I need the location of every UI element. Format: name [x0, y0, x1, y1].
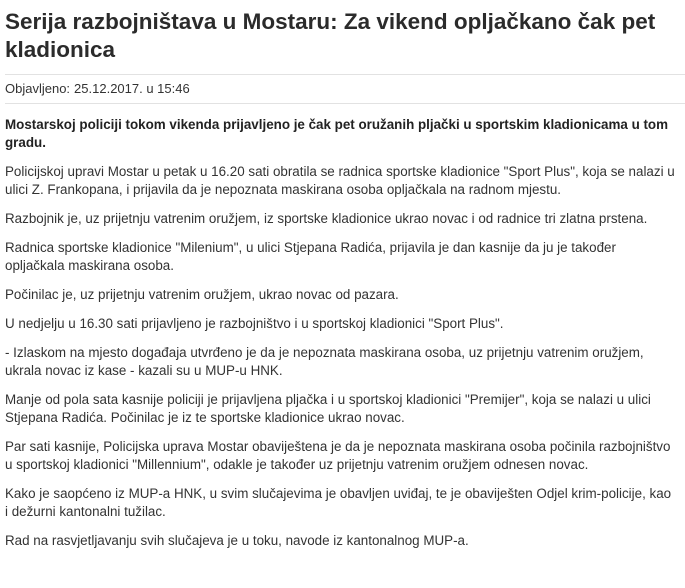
article-paragraph: Par sati kasnije, Policijska uprava Mostar obaviještena je da je nepoznata maskirana osoba počinila razbojništvo u sportskoj kladionici "Millennium", odakle je također uz prijetnju vatrenim oružjem odnesen novac. [5, 439, 671, 472]
meta-divider [5, 103, 685, 104]
published-info [5, 75, 685, 103]
article-paragraph: - Izlaskom na mjesto događaja utvrđeno je da je nepoznata maskirana osoba, uz prijetnju vatrenim oružjem, ukrala novac iz kase - kazali su u MUP-u HNK. [5, 345, 644, 378]
article-paragraph: Počinilac je, uz prijetnju vatrenim oružjem, ukrao novac od pazara. [5, 287, 399, 302]
published-date: 25.12.2017. u 15:46 [74, 81, 190, 96]
article-paragraph: Rad na rasvjetljavanju svih slučajeva je u toku, navode iz kantonalnog MUP-a. [5, 533, 469, 548]
article-paragraph: Policijskoj upravi Mostar u petak u 16.20 sati obratila se radnica sportske kladionice "Sport Plus", koja se nalazi u ulici Z. Frankopana, i prijavila da je nepoznata maskirana osoba opljačkala na radnom mjestu. [5, 164, 675, 197]
article-paragraph: Radnica sportske kladionice "Milenium", u ulici Stjepana Radića, prijavila je dan kasnije da ju je također opljačkala maskirana osoba. [5, 240, 616, 273]
published-label: Objavljeno: [5, 81, 71, 96]
article-title: Serija razbojništava u Mostaru: Za vikend opljačkano čak pet kladionica [5, 9, 656, 62]
article-paragraph: U nedjelju u 16.30 sati prijavljeno je razbojništvo i u sportskoj kladionici "Sport Plus". [5, 316, 504, 331]
article-paragraph: Manje od pola sata kasnije policiji je prijavljena pljačka i u sportskoj kladionici "Premijer", koja se nalazi u ulici Stjepana Radića. Počinilac je iz te sportske kladionice ukrao novac. [5, 392, 651, 425]
article-lead: Mostarskoj policiji tokom vikenda prijavljeno je čak pet oružanih pljački u sportskim kladionicama u tom gradu. [5, 117, 669, 150]
article-paragraph: Razbojnik je, uz prijetnju vatrenim oružjem, iz sportske kladionice ukrao novac i od radnice tri zlatna prstena. [5, 211, 648, 226]
article-paragraph: Kako je saopćeno iz MUP-a HNK, u svim slučajevima je obavljen uviđaj, te je obaviješten Odjel krim-policije, kao i dežurni kantonalni tužilac. [5, 486, 672, 519]
